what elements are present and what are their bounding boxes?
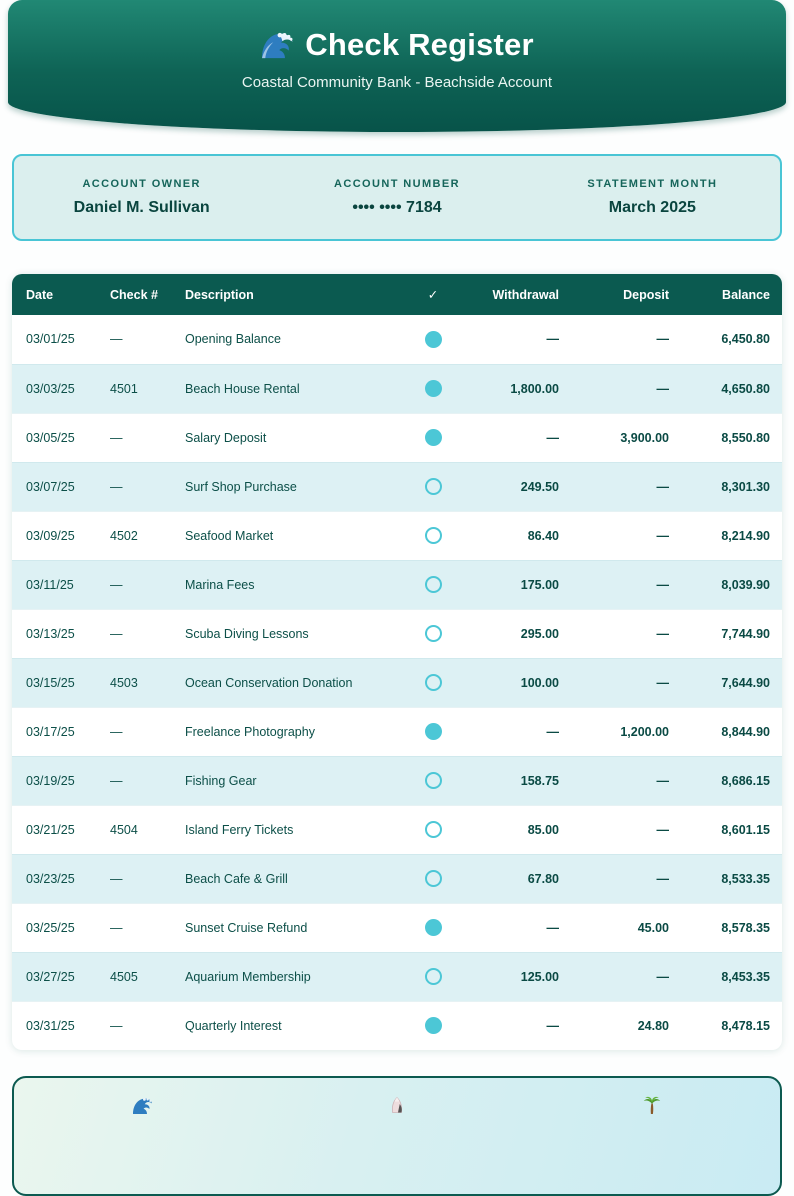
table-row bbox=[12, 805, 782, 854]
row-date: 03/25/25 bbox=[12, 903, 98, 952]
table-row bbox=[12, 903, 782, 952]
cleared-indicator-filled[interactable] bbox=[425, 429, 442, 446]
row-date: 03/23/25 bbox=[12, 854, 98, 903]
row-balance: 8,039.90 bbox=[681, 560, 782, 609]
row-balance: 8,550.80 bbox=[681, 413, 782, 462]
page-title bbox=[8, 0, 786, 63]
row-description: Seafood Market bbox=[173, 511, 405, 560]
cleared-indicator-open[interactable] bbox=[425, 527, 442, 544]
row-description: Scuba Diving Lessons bbox=[173, 609, 405, 658]
cleared-indicator-open[interactable] bbox=[425, 772, 442, 789]
header-banner bbox=[8, 0, 786, 132]
row-check-number: 4502 bbox=[98, 511, 173, 560]
row-date: 03/21/25 bbox=[12, 805, 98, 854]
row-deposit: 1,200.00 bbox=[571, 707, 681, 756]
table-row bbox=[12, 756, 782, 805]
page-subtitle: Coastal Community Bank - Beachside Account bbox=[241, 74, 553, 91]
row-withdrawal: — bbox=[461, 707, 571, 756]
row-withdrawal: 175.00 bbox=[461, 560, 571, 609]
register-body bbox=[12, 315, 782, 1050]
table-row bbox=[12, 462, 782, 511]
cleared-indicator-open[interactable] bbox=[425, 968, 442, 985]
cleared-indicator-filled[interactable] bbox=[425, 380, 442, 397]
row-check-number: — bbox=[98, 413, 173, 462]
row-check-number: — bbox=[98, 462, 173, 511]
row-date: 03/11/25 bbox=[12, 560, 98, 609]
row-description: Fishing Gear bbox=[173, 756, 405, 805]
cleared-indicator-filled[interactable] bbox=[425, 919, 442, 936]
column-header-withdrawal: Withdrawal bbox=[461, 274, 571, 315]
statement-month-label: STATEMENT MONTH bbox=[587, 178, 718, 190]
row-check-number: — bbox=[98, 560, 173, 609]
shell-icon bbox=[387, 1096, 407, 1116]
row-cleared bbox=[405, 707, 461, 756]
account-owner-value: Daniel M. Sullivan bbox=[73, 199, 210, 216]
row-cleared bbox=[405, 854, 461, 903]
summary-card bbox=[12, 1076, 782, 1196]
row-date: 03/15/25 bbox=[12, 658, 98, 707]
row-description: Beach House Rental bbox=[173, 364, 405, 413]
row-description: Freelance Photography bbox=[173, 707, 405, 756]
row-withdrawal: 249.50 bbox=[461, 462, 571, 511]
cleared-indicator-open[interactable] bbox=[425, 870, 442, 887]
row-check-number: — bbox=[110, 1018, 123, 1033]
row-balance: 8,478.15 bbox=[721, 1018, 770, 1033]
row-withdrawal: — bbox=[461, 413, 571, 462]
table-row bbox=[12, 364, 782, 413]
cleared-indicator-filled[interactable] bbox=[425, 723, 442, 740]
row-check-number: — bbox=[98, 707, 173, 756]
account-owner-label: ACCOUNT OWNER bbox=[82, 178, 201, 190]
cleared-indicator-open[interactable] bbox=[425, 478, 442, 495]
row-cleared bbox=[405, 658, 461, 707]
column-header-deposit: Deposit bbox=[571, 274, 681, 315]
row-balance: 8,214.90 bbox=[681, 511, 782, 560]
table-header-row bbox=[12, 274, 782, 315]
row-date: 03/31/25 bbox=[26, 1018, 75, 1033]
row-deposit: — bbox=[571, 854, 681, 903]
column-header-description: Description bbox=[173, 274, 405, 315]
row-balance: 8,686.15 bbox=[681, 756, 782, 805]
row-check-number: — bbox=[98, 903, 173, 952]
cleared-indicator-open[interactable] bbox=[425, 821, 442, 838]
cleared-indicator-open[interactable] bbox=[425, 625, 442, 642]
row-date: 03/03/25 bbox=[12, 364, 98, 413]
row-cleared bbox=[405, 756, 461, 805]
row-cleared bbox=[405, 805, 461, 854]
cleared-indicator-filled[interactable] bbox=[425, 1017, 442, 1034]
row-withdrawal: — bbox=[461, 903, 571, 952]
row-check-number: 4504 bbox=[98, 805, 173, 854]
row-date: 03/09/25 bbox=[12, 511, 98, 560]
table-row bbox=[12, 315, 782, 364]
account-info-card bbox=[12, 154, 782, 241]
table-row bbox=[12, 854, 782, 903]
page-title-text: Check Register bbox=[305, 27, 534, 62]
row-cleared bbox=[405, 952, 461, 1001]
row-check-number: — bbox=[98, 315, 173, 364]
row-balance: 6,450.80 bbox=[681, 315, 782, 364]
row-check-number: — bbox=[98, 609, 173, 658]
table-row bbox=[12, 609, 782, 658]
row-withdrawal: 295.00 bbox=[461, 609, 571, 658]
row-cleared bbox=[405, 903, 461, 952]
row-balance: 7,744.90 bbox=[681, 609, 782, 658]
row-deposit: — bbox=[571, 560, 681, 609]
row-description: Salary Deposit bbox=[173, 413, 405, 462]
row-deposit: — bbox=[571, 805, 681, 854]
row-description: Ocean Conservation Donation bbox=[173, 658, 405, 707]
row-description: Opening Balance bbox=[173, 315, 405, 364]
account-owner-field bbox=[14, 178, 269, 217]
row-check-number: — bbox=[98, 854, 173, 903]
table-row bbox=[12, 707, 782, 756]
column-header-check-number: Check # bbox=[98, 274, 173, 315]
row-description: Aquarium Membership bbox=[173, 952, 405, 1001]
row-date: 03/17/25 bbox=[12, 707, 98, 756]
column-header-date: Date bbox=[12, 274, 98, 315]
row-check-number: 4503 bbox=[98, 658, 173, 707]
row-description: Beach Cafe & Grill bbox=[173, 854, 405, 903]
row-cleared bbox=[405, 511, 461, 560]
row-withdrawal: — bbox=[546, 1018, 559, 1033]
row-cleared bbox=[405, 364, 461, 413]
row-deposit: — bbox=[571, 315, 681, 364]
row-balance: 8,301.30 bbox=[681, 462, 782, 511]
row-description: Marina Fees bbox=[173, 560, 405, 609]
row-cleared bbox=[405, 560, 461, 609]
row-balance: 8,578.35 bbox=[681, 903, 782, 952]
column-header-cleared: ✓ bbox=[405, 274, 461, 315]
palm-tree-icon bbox=[642, 1096, 662, 1116]
row-balance: 4,650.80 bbox=[681, 364, 782, 413]
row-deposit: — bbox=[571, 364, 681, 413]
row-cleared bbox=[405, 413, 461, 462]
row-date: 03/01/25 bbox=[12, 315, 98, 364]
row-balance: 8,601.15 bbox=[681, 805, 782, 854]
row-date: 03/27/25 bbox=[12, 952, 98, 1001]
table-row bbox=[12, 413, 782, 462]
row-description: Surf Shop Purchase bbox=[173, 462, 405, 511]
row-description: Quarterly Interest bbox=[185, 1018, 282, 1033]
row-withdrawal: 85.00 bbox=[461, 805, 571, 854]
table-row bbox=[12, 511, 782, 560]
wave-icon bbox=[260, 30, 294, 60]
cleared-indicator-open[interactable] bbox=[425, 576, 442, 593]
register-table-container bbox=[12, 274, 782, 1050]
account-number-value: •••• •••• 7184 bbox=[352, 199, 442, 216]
cleared-indicator-open[interactable] bbox=[425, 674, 442, 691]
row-deposit: — bbox=[571, 658, 681, 707]
row-withdrawal: 158.75 bbox=[461, 756, 571, 805]
row-balance: 8,533.35 bbox=[681, 854, 782, 903]
row-date: 03/07/25 bbox=[12, 462, 98, 511]
table-row bbox=[12, 952, 782, 1001]
row-check-number: 4501 bbox=[98, 364, 173, 413]
row-deposit: — bbox=[571, 952, 681, 1001]
row-deposit: 45.00 bbox=[571, 903, 681, 952]
account-number-label: ACCOUNT NUMBER bbox=[334, 178, 460, 190]
row-cleared bbox=[405, 462, 461, 511]
table-row bbox=[12, 1001, 782, 1050]
statement-month-value: March 2025 bbox=[608, 199, 696, 216]
account-number-field bbox=[269, 178, 524, 217]
row-description: Sunset Cruise Refund bbox=[173, 903, 405, 952]
wave-icon bbox=[132, 1096, 152, 1116]
row-date: 03/13/25 bbox=[12, 609, 98, 658]
row-balance: 8,844.90 bbox=[681, 707, 782, 756]
row-date: 03/19/25 bbox=[12, 756, 98, 805]
row-withdrawal: 67.80 bbox=[461, 854, 571, 903]
table-row bbox=[12, 658, 782, 707]
statement-month-field bbox=[525, 178, 780, 217]
cleared-indicator-filled[interactable] bbox=[425, 331, 442, 348]
row-description: Island Ferry Tickets bbox=[173, 805, 405, 854]
row-balance: 8,453.35 bbox=[681, 952, 782, 1001]
table-row bbox=[12, 560, 782, 609]
row-deposit: — bbox=[571, 756, 681, 805]
row-deposit: — bbox=[571, 511, 681, 560]
row-withdrawal: — bbox=[461, 315, 571, 364]
row-cleared bbox=[405, 315, 461, 364]
row-check-number: — bbox=[98, 756, 173, 805]
column-header-balance: Balance bbox=[681, 274, 782, 315]
row-deposit: 3,900.00 bbox=[571, 413, 681, 462]
row-withdrawal: 125.00 bbox=[461, 952, 571, 1001]
row-balance: 7,644.90 bbox=[681, 658, 782, 707]
row-withdrawal: 1,800.00 bbox=[461, 364, 571, 413]
row-deposit: 24.80 bbox=[637, 1018, 669, 1033]
row-check-number: 4505 bbox=[98, 952, 173, 1001]
row-cleared bbox=[405, 609, 461, 658]
row-deposit: — bbox=[571, 462, 681, 511]
row-date: 03/05/25 bbox=[12, 413, 98, 462]
row-cleared bbox=[405, 1001, 461, 1050]
row-withdrawal: 100.00 bbox=[461, 658, 571, 707]
row-withdrawal: 86.40 bbox=[461, 511, 571, 560]
register-table bbox=[12, 274, 782, 1050]
row-deposit: — bbox=[571, 609, 681, 658]
